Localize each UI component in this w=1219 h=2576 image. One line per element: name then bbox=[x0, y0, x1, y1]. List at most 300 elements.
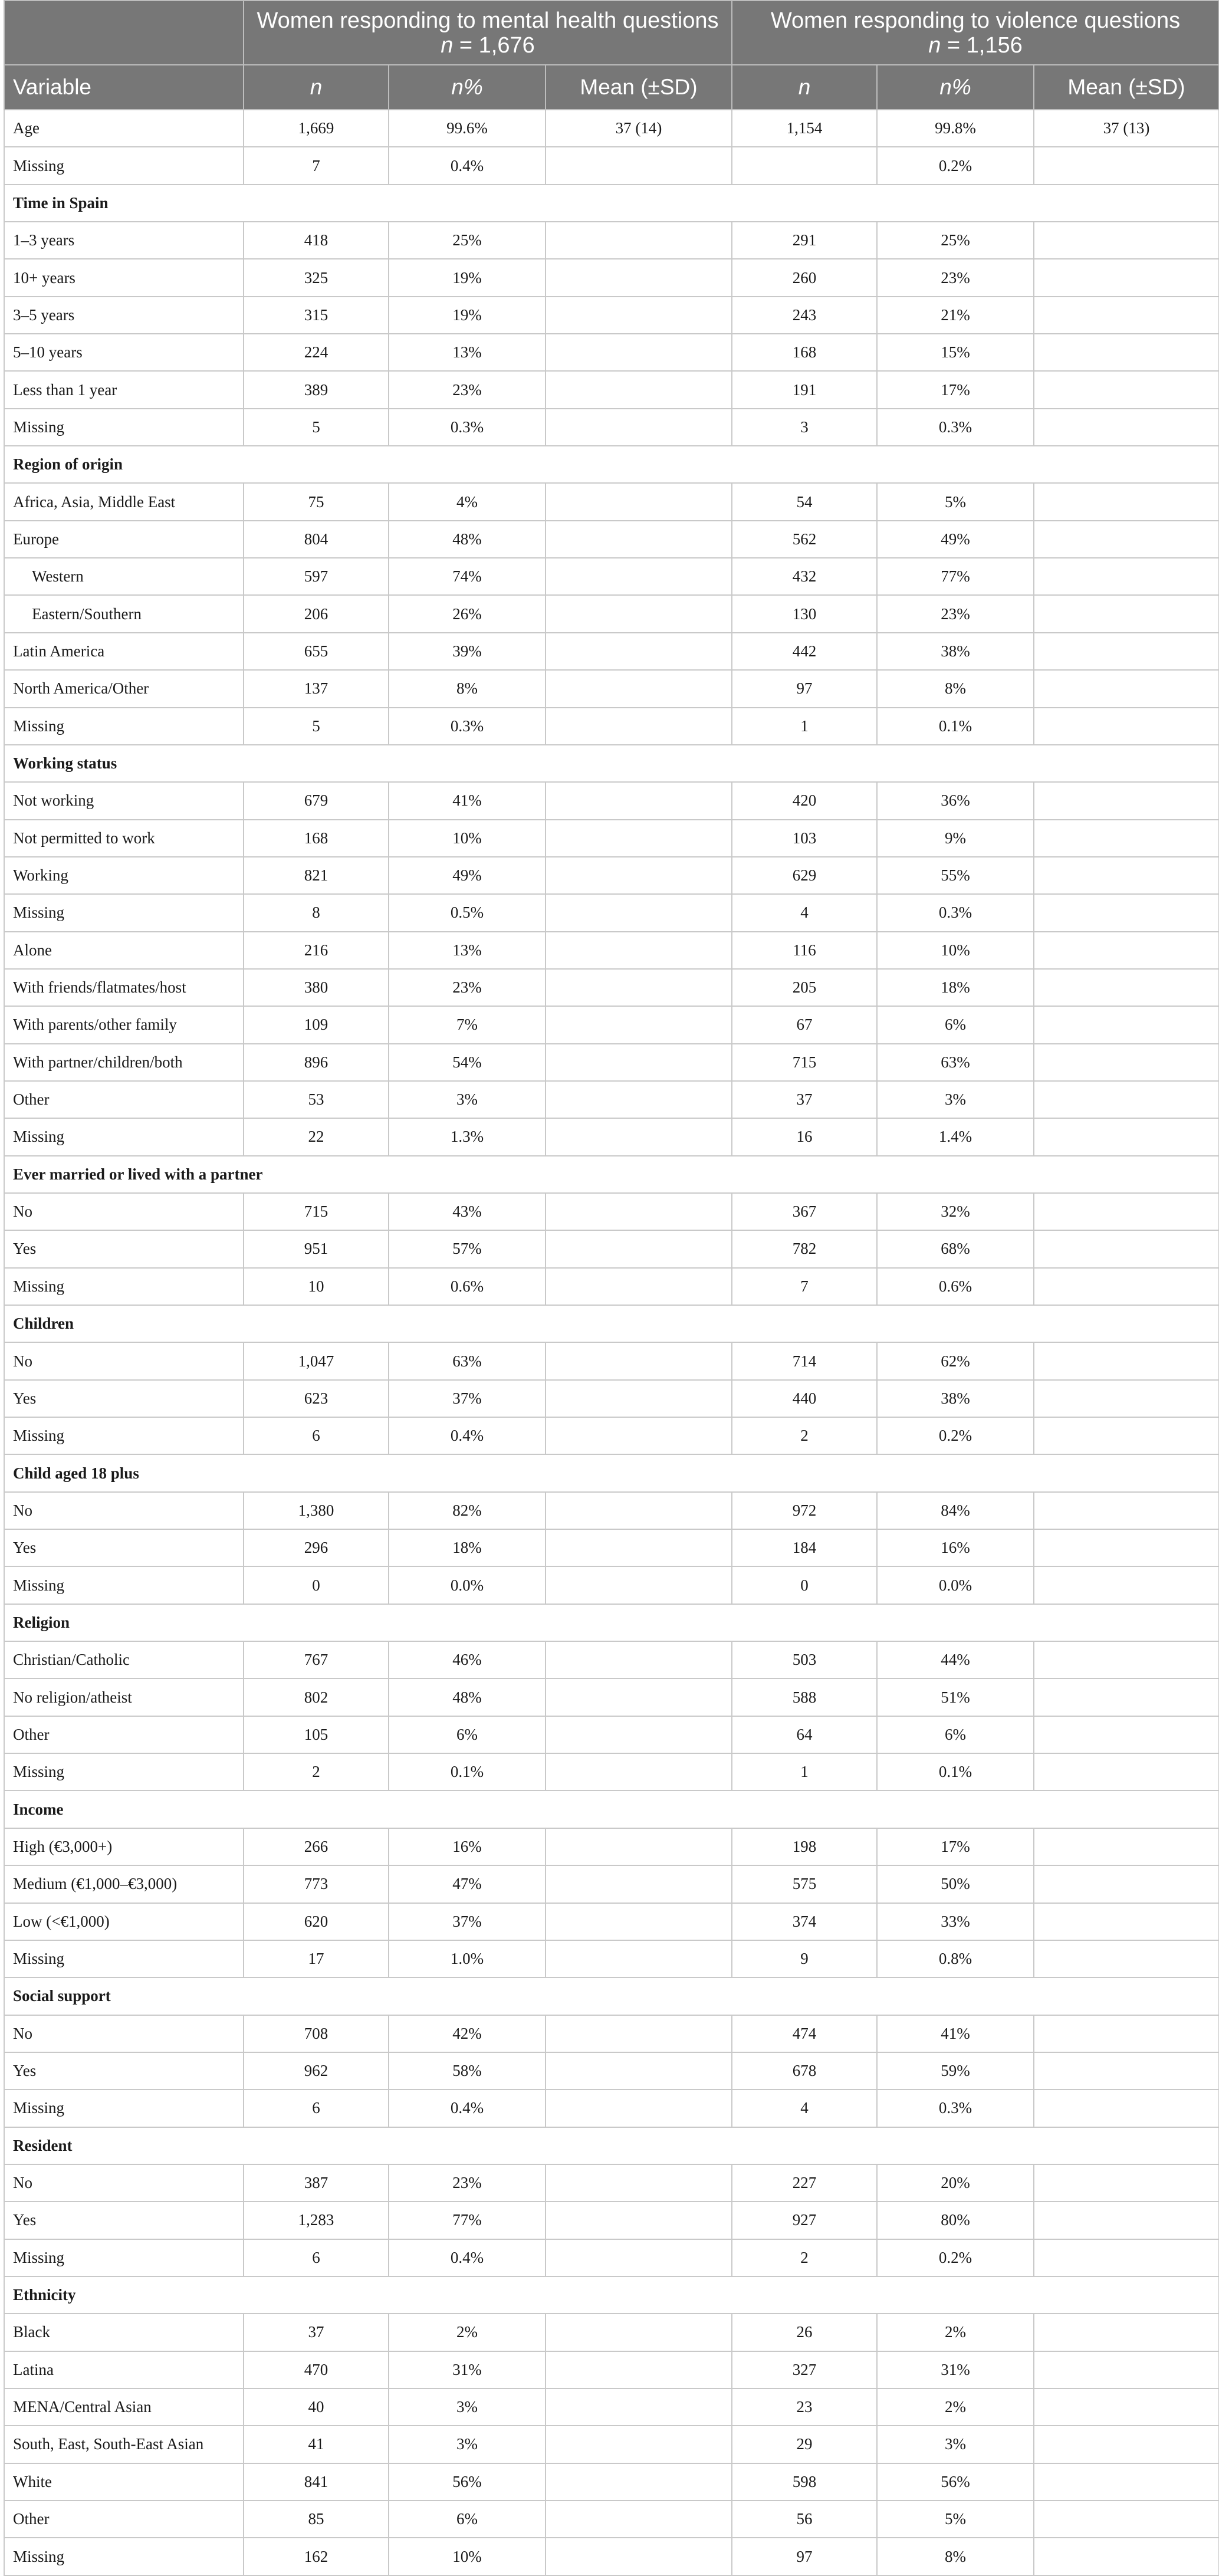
table-row bbox=[4, 1417, 1219, 1454]
vq-percent-cell: 68% bbox=[877, 1230, 1034, 1267]
mh-n-cell: 22 bbox=[244, 1118, 389, 1155]
mh-mean-sd-cell bbox=[546, 1828, 732, 1865]
vq-n-cell: 54 bbox=[732, 483, 877, 520]
table-row bbox=[4, 1678, 1219, 1716]
mh-mean-sd-cell bbox=[546, 2388, 732, 2426]
mh-percent-cell: 56% bbox=[389, 2463, 546, 2501]
table-row bbox=[4, 595, 1219, 632]
mh-percent-cell: 43% bbox=[389, 1193, 546, 1230]
vq-percent-cell: 2% bbox=[877, 2314, 1034, 2351]
vq-percent-cell: 0.2% bbox=[877, 2239, 1034, 2276]
mh-mean-sd-cell bbox=[546, 147, 732, 184]
mh-percent-cell: 42% bbox=[389, 2015, 546, 2052]
mh-percent-cell: 23% bbox=[389, 371, 546, 408]
vq-n-cell: 575 bbox=[732, 1865, 877, 1903]
vq-mean-sd-cell bbox=[1034, 1006, 1219, 1043]
mh-n-cell: 266 bbox=[244, 1828, 389, 1865]
table-row bbox=[4, 371, 1219, 408]
vq-n-cell: 3 bbox=[732, 409, 877, 446]
mh-n-cell: 418 bbox=[244, 222, 389, 259]
vq-percent-cell: 32% bbox=[877, 1193, 1034, 1230]
table-row bbox=[4, 1529, 1219, 1566]
column-header-n: n bbox=[732, 65, 877, 110]
mh-n-cell: 896 bbox=[244, 1044, 389, 1081]
table-row bbox=[4, 222, 1219, 259]
section-row bbox=[4, 1305, 1219, 1342]
vq-n-cell: 782 bbox=[732, 1230, 877, 1267]
mh-percent-cell: 0.4% bbox=[389, 1417, 546, 1454]
variable-label: With parents/other family bbox=[4, 1006, 244, 1043]
table-row bbox=[4, 1566, 1219, 1604]
vq-mean-sd-cell bbox=[1034, 2351, 1219, 2388]
variable-label: Missing bbox=[4, 894, 244, 931]
mh-mean-sd-cell bbox=[546, 1678, 732, 1716]
mh-n-cell: 168 bbox=[244, 820, 389, 857]
group2-n-value: = 1,156 bbox=[941, 32, 1023, 58]
vq-percent-cell: 0.1% bbox=[877, 1753, 1034, 1790]
mh-percent-cell: 54% bbox=[389, 1044, 546, 1081]
vq-n-cell: 327 bbox=[732, 2351, 877, 2388]
variable-label: White bbox=[4, 2463, 244, 2501]
mh-n-cell: 470 bbox=[244, 2351, 389, 2388]
table-row bbox=[4, 1492, 1219, 1529]
mh-mean-sd-cell bbox=[546, 2463, 732, 2501]
mh-n-cell: 6 bbox=[244, 2089, 389, 2127]
vq-percent-cell: 0.6% bbox=[877, 1268, 1034, 1305]
header-blank-cell bbox=[4, 1, 244, 65]
mh-n-cell: 679 bbox=[244, 782, 389, 819]
mh-n-cell: 389 bbox=[244, 371, 389, 408]
variable-label: Christian/Catholic bbox=[4, 1641, 244, 1678]
mh-n-cell: 6 bbox=[244, 1417, 389, 1454]
mh-mean-sd-cell bbox=[546, 820, 732, 857]
table-body bbox=[4, 110, 1219, 2575]
mh-mean-sd-cell bbox=[546, 2052, 732, 2089]
vq-percent-cell: 63% bbox=[877, 1044, 1034, 1081]
variable-label: Other bbox=[4, 1716, 244, 1753]
table-row bbox=[4, 2015, 1219, 2052]
mh-percent-cell: 7% bbox=[389, 1006, 546, 1043]
mh-n-cell: 40 bbox=[244, 2388, 389, 2426]
mh-percent-cell: 4% bbox=[389, 483, 546, 520]
vq-n-cell: 243 bbox=[732, 297, 877, 334]
mh-n-cell: 620 bbox=[244, 1903, 389, 1940]
mh-percent-cell: 0.3% bbox=[389, 708, 546, 745]
mh-n-cell: 109 bbox=[244, 1006, 389, 1043]
mh-mean-sd-cell bbox=[546, 1380, 732, 1417]
mh-percent-cell: 3% bbox=[389, 2388, 546, 2426]
variable-label: No bbox=[4, 1193, 244, 1230]
vq-percent-cell: 62% bbox=[877, 1342, 1034, 1379]
mh-n-cell: 597 bbox=[244, 558, 389, 595]
variable-label: Latina bbox=[4, 2351, 244, 2388]
mh-percent-cell: 23% bbox=[389, 2164, 546, 2202]
vq-mean-sd-cell bbox=[1034, 222, 1219, 259]
variable-label: 5–10 years bbox=[4, 334, 244, 371]
variable-label: Other bbox=[4, 1081, 244, 1118]
mh-mean-sd-cell bbox=[546, 1230, 732, 1267]
table-row bbox=[4, 1118, 1219, 1155]
mh-n-cell: 1,669 bbox=[244, 110, 389, 147]
variable-label: No bbox=[4, 1492, 244, 1529]
mh-n-cell: 962 bbox=[244, 2052, 389, 2089]
mh-percent-cell: 1.3% bbox=[389, 1118, 546, 1155]
vq-mean-sd-cell bbox=[1034, 2164, 1219, 2202]
vq-mean-sd-cell bbox=[1034, 334, 1219, 371]
table-row bbox=[4, 521, 1219, 558]
group2-title: Women responding to violence questions bbox=[770, 8, 1181, 33]
vq-n-cell: 227 bbox=[732, 2164, 877, 2202]
vq-percent-cell: 0.3% bbox=[877, 894, 1034, 931]
mh-n-cell: 804 bbox=[244, 521, 389, 558]
variable-label: Medium (€1,000–€3,000) bbox=[4, 1865, 244, 1903]
table-row bbox=[4, 1903, 1219, 1940]
vq-percent-cell: 0.2% bbox=[877, 147, 1034, 184]
variable-label: With partner/children/both bbox=[4, 1044, 244, 1081]
mh-mean-sd-cell bbox=[546, 1903, 732, 1940]
table-row bbox=[4, 147, 1219, 184]
vq-percent-cell: 25% bbox=[877, 222, 1034, 259]
mh-percent-cell: 99.6% bbox=[389, 110, 546, 147]
vq-percent-cell: 23% bbox=[877, 259, 1034, 296]
mh-mean-sd-cell bbox=[546, 2351, 732, 2388]
section-row bbox=[4, 185, 1219, 222]
mh-n-cell: 2 bbox=[244, 1753, 389, 1790]
mh-n-cell: 75 bbox=[244, 483, 389, 520]
mh-percent-cell: 41% bbox=[389, 782, 546, 819]
variable-label: Missing bbox=[4, 2089, 244, 2127]
table-row bbox=[4, 1342, 1219, 1379]
mh-n-cell: 37 bbox=[244, 2314, 389, 2351]
variable-label: Missing bbox=[4, 1753, 244, 1790]
table-row bbox=[4, 1268, 1219, 1305]
table-header bbox=[4, 1, 1219, 110]
mh-n-cell: 773 bbox=[244, 1865, 389, 1903]
section-heading: Children bbox=[4, 1305, 1219, 1342]
mh-percent-cell: 0.6% bbox=[389, 1268, 546, 1305]
mh-percent-cell: 58% bbox=[389, 2052, 546, 2089]
vq-mean-sd-cell bbox=[1034, 782, 1219, 819]
vq-mean-sd-cell bbox=[1034, 1753, 1219, 1790]
variable-label: Missing bbox=[4, 2538, 244, 2575]
mh-n-cell: 137 bbox=[244, 670, 389, 707]
header-group-row bbox=[4, 1, 1219, 65]
mh-n-cell: 5 bbox=[244, 409, 389, 446]
vq-percent-cell: 80% bbox=[877, 2202, 1034, 2239]
header-columns-row bbox=[4, 65, 1219, 110]
mh-mean-sd-cell bbox=[546, 894, 732, 931]
variable-label: Eastern/Southern bbox=[4, 595, 244, 632]
mh-n-cell: 41 bbox=[244, 2426, 389, 2463]
variable-label: Latin America bbox=[4, 633, 244, 670]
vq-n-cell: 562 bbox=[732, 521, 877, 558]
mh-mean-sd-cell bbox=[546, 1566, 732, 1604]
mh-percent-cell: 3% bbox=[389, 2426, 546, 2463]
vq-mean-sd-cell bbox=[1034, 1044, 1219, 1081]
variable-label: With friends/flatmates/host bbox=[4, 969, 244, 1006]
table-row bbox=[4, 110, 1219, 147]
variable-label: Age bbox=[4, 110, 244, 147]
section-heading: Child aged 18 plus bbox=[4, 1454, 1219, 1491]
mh-mean-sd-cell bbox=[546, 1006, 732, 1043]
vq-percent-cell: 59% bbox=[877, 2052, 1034, 2089]
mh-n-cell: 224 bbox=[244, 334, 389, 371]
vq-n-cell: 16 bbox=[732, 1118, 877, 1155]
vq-mean-sd-cell bbox=[1034, 147, 1219, 184]
variable-label: Yes bbox=[4, 1230, 244, 1267]
vq-percent-cell: 1.4% bbox=[877, 1118, 1034, 1155]
vq-mean-sd-cell bbox=[1034, 1940, 1219, 1977]
vq-percent-cell: 44% bbox=[877, 1641, 1034, 1678]
variable-label: Low (<€1,000) bbox=[4, 1903, 244, 1940]
mh-n-cell: 206 bbox=[244, 595, 389, 632]
vq-percent-cell: 0.2% bbox=[877, 1417, 1034, 1454]
table-row bbox=[4, 2202, 1219, 2239]
variable-label: Alone bbox=[4, 932, 244, 969]
vq-percent-cell: 23% bbox=[877, 595, 1034, 632]
vq-mean-sd-cell bbox=[1034, 2501, 1219, 2538]
mh-mean-sd-cell bbox=[546, 1193, 732, 1230]
mh-mean-sd-cell bbox=[546, 633, 732, 670]
mh-n-cell: 315 bbox=[244, 297, 389, 334]
mh-n-cell: 6 bbox=[244, 2239, 389, 2276]
table-row bbox=[4, 2052, 1219, 2089]
mh-percent-cell: 48% bbox=[389, 521, 546, 558]
mh-mean-sd-cell bbox=[546, 297, 732, 334]
vq-n-cell: 588 bbox=[732, 1678, 877, 1716]
mh-percent-cell: 37% bbox=[389, 1903, 546, 1940]
vq-percent-cell: 6% bbox=[877, 1006, 1034, 1043]
mh-percent-cell: 8% bbox=[389, 670, 546, 707]
mh-n-cell: 623 bbox=[244, 1380, 389, 1417]
table-row bbox=[4, 558, 1219, 595]
variable-label: 10+ years bbox=[4, 259, 244, 296]
vq-mean-sd-cell bbox=[1034, 1716, 1219, 1753]
vq-n-cell: 1,154 bbox=[732, 110, 877, 147]
mh-mean-sd-cell bbox=[546, 1081, 732, 1118]
vq-n-cell: 9 bbox=[732, 1940, 877, 1977]
variable-label: 3–5 years bbox=[4, 297, 244, 334]
variable-label: Western bbox=[4, 558, 244, 595]
table-row bbox=[4, 782, 1219, 819]
table-row bbox=[4, 2388, 1219, 2426]
variable-label: Missing bbox=[4, 1566, 244, 1604]
vq-n-cell: 367 bbox=[732, 1193, 877, 1230]
vq-n-cell: 442 bbox=[732, 633, 877, 670]
vq-percent-cell: 36% bbox=[877, 782, 1034, 819]
table-row bbox=[4, 2089, 1219, 2127]
vq-percent-cell: 17% bbox=[877, 371, 1034, 408]
mh-n-cell: 951 bbox=[244, 1230, 389, 1267]
vq-percent-cell: 5% bbox=[877, 483, 1034, 520]
table-row bbox=[4, 708, 1219, 745]
mh-mean-sd-cell bbox=[546, 782, 732, 819]
vq-percent-cell: 56% bbox=[877, 2463, 1034, 2501]
mh-n-cell: 85 bbox=[244, 2501, 389, 2538]
vq-percent-cell: 84% bbox=[877, 1492, 1034, 1529]
mh-mean-sd-cell bbox=[546, 1268, 732, 1305]
mh-percent-cell: 25% bbox=[389, 222, 546, 259]
group1-n-value: = 1,676 bbox=[453, 32, 535, 58]
mh-mean-sd-cell bbox=[546, 1753, 732, 1790]
mh-n-cell: 1,047 bbox=[244, 1342, 389, 1379]
vq-n-cell: 440 bbox=[732, 1380, 877, 1417]
vq-mean-sd-cell bbox=[1034, 2463, 1219, 2501]
vq-n-cell: 715 bbox=[732, 1044, 877, 1081]
vq-mean-sd-cell bbox=[1034, 2239, 1219, 2276]
vq-n-cell: 1 bbox=[732, 1753, 877, 1790]
mh-percent-cell: 0.0% bbox=[389, 1566, 546, 1604]
mh-percent-cell: 77% bbox=[389, 2202, 546, 2239]
vq-n-cell: 67 bbox=[732, 1006, 877, 1043]
table-row bbox=[4, 2463, 1219, 2501]
vq-percent-cell: 99.8% bbox=[877, 110, 1034, 147]
vq-mean-sd-cell bbox=[1034, 1865, 1219, 1903]
variable-label: 1–3 years bbox=[4, 222, 244, 259]
vq-mean-sd-cell bbox=[1034, 1641, 1219, 1678]
variable-label: Working bbox=[4, 857, 244, 894]
vq-mean-sd-cell bbox=[1034, 969, 1219, 1006]
mh-n-cell: 821 bbox=[244, 857, 389, 894]
vq-n-cell: 23 bbox=[732, 2388, 877, 2426]
vq-n-cell: 2 bbox=[732, 2239, 877, 2276]
vq-n-cell: 474 bbox=[732, 2015, 877, 2052]
variable-label: Missing bbox=[4, 409, 244, 446]
group1-n-label: n bbox=[441, 32, 454, 58]
mh-mean-sd-cell bbox=[546, 932, 732, 969]
mh-n-cell: 53 bbox=[244, 1081, 389, 1118]
mh-percent-cell: 10% bbox=[389, 2538, 546, 2575]
mh-mean-sd-cell bbox=[546, 1641, 732, 1678]
section-row bbox=[4, 1977, 1219, 2015]
vq-n-cell: 432 bbox=[732, 558, 877, 595]
mh-percent-cell: 18% bbox=[389, 1529, 546, 1566]
header-group-mental-health bbox=[244, 1, 732, 65]
vq-n-cell: 191 bbox=[732, 371, 877, 408]
table-row bbox=[4, 259, 1219, 296]
vq-mean-sd-cell bbox=[1034, 1678, 1219, 1716]
column-header-variable: Variable bbox=[4, 65, 244, 110]
vq-n-cell: 205 bbox=[732, 969, 877, 1006]
mh-percent-cell: 0.1% bbox=[389, 1753, 546, 1790]
mh-percent-cell: 6% bbox=[389, 1716, 546, 1753]
section-row bbox=[4, 1156, 1219, 1193]
table-row bbox=[4, 1828, 1219, 1865]
mh-percent-cell: 49% bbox=[389, 857, 546, 894]
mh-mean-sd-cell bbox=[546, 2501, 732, 2538]
mh-mean-sd-cell bbox=[546, 371, 732, 408]
variable-label: Missing bbox=[4, 2239, 244, 2276]
table-row bbox=[4, 857, 1219, 894]
mh-n-cell: 7 bbox=[244, 147, 389, 184]
variable-label: Other bbox=[4, 2501, 244, 2538]
vq-mean-sd-cell bbox=[1034, 1193, 1219, 1230]
vq-mean-sd-cell bbox=[1034, 1081, 1219, 1118]
mh-n-cell: 767 bbox=[244, 1641, 389, 1678]
vq-n-cell: 2 bbox=[732, 1417, 877, 1454]
mh-mean-sd-cell bbox=[546, 1865, 732, 1903]
column-header-mean-sd: Mean (±SD) bbox=[546, 65, 732, 110]
mh-mean-sd-cell bbox=[546, 2239, 732, 2276]
vq-percent-cell: 0.1% bbox=[877, 708, 1034, 745]
vq-n-cell: 714 bbox=[732, 1342, 877, 1379]
mh-mean-sd-cell bbox=[546, 521, 732, 558]
section-heading: Time in Spain bbox=[4, 185, 1219, 222]
vq-mean-sd-cell bbox=[1034, 259, 1219, 296]
table-row bbox=[4, 969, 1219, 1006]
vq-mean-sd-cell bbox=[1034, 371, 1219, 408]
table-row bbox=[4, 1044, 1219, 1081]
table-row bbox=[4, 2314, 1219, 2351]
mh-n-cell: 708 bbox=[244, 2015, 389, 2052]
vq-percent-cell: 49% bbox=[877, 521, 1034, 558]
mh-percent-cell: 0.4% bbox=[389, 147, 546, 184]
table-row bbox=[4, 1230, 1219, 1267]
mh-percent-cell: 6% bbox=[389, 2501, 546, 2538]
vq-mean-sd-cell bbox=[1034, 894, 1219, 931]
mh-mean-sd-cell bbox=[546, 2164, 732, 2202]
vq-percent-cell: 21% bbox=[877, 297, 1034, 334]
mh-percent-cell: 47% bbox=[389, 1865, 546, 1903]
variable-label: Missing bbox=[4, 708, 244, 745]
table-row bbox=[4, 820, 1219, 857]
vq-percent-cell: 33% bbox=[877, 1903, 1034, 1940]
mh-percent-cell: 0.3% bbox=[389, 409, 546, 446]
mh-mean-sd-cell bbox=[546, 1118, 732, 1155]
mh-percent-cell: 31% bbox=[389, 2351, 546, 2388]
vq-n-cell: 291 bbox=[732, 222, 877, 259]
mh-n-cell: 105 bbox=[244, 1716, 389, 1753]
variable-label: Yes bbox=[4, 2052, 244, 2089]
vq-percent-cell: 50% bbox=[877, 1865, 1034, 1903]
vq-n-cell: 972 bbox=[732, 1492, 877, 1529]
demographics-table bbox=[4, 0, 1219, 2576]
vq-n-cell: 420 bbox=[732, 782, 877, 819]
mh-n-cell: 17 bbox=[244, 1940, 389, 1977]
table-row bbox=[4, 483, 1219, 520]
mh-n-cell: 802 bbox=[244, 1678, 389, 1716]
vq-mean-sd-cell bbox=[1034, 2426, 1219, 2463]
mh-n-cell: 1,283 bbox=[244, 2202, 389, 2239]
table-row bbox=[4, 1193, 1219, 1230]
vq-mean-sd-cell bbox=[1034, 670, 1219, 707]
mh-percent-cell: 39% bbox=[389, 633, 546, 670]
vq-n-cell: 678 bbox=[732, 2052, 877, 2089]
variable-label: Missing bbox=[4, 147, 244, 184]
vq-n-cell: 37 bbox=[732, 1081, 877, 1118]
vq-n-cell bbox=[732, 147, 877, 184]
mh-mean-sd-cell bbox=[546, 708, 732, 745]
mh-mean-sd-cell bbox=[546, 595, 732, 632]
section-heading: Region of origin bbox=[4, 446, 1219, 483]
variable-label: Yes bbox=[4, 2202, 244, 2239]
vq-n-cell: 503 bbox=[732, 1641, 877, 1678]
vq-percent-cell: 51% bbox=[877, 1678, 1034, 1716]
table-row bbox=[4, 894, 1219, 931]
vq-n-cell: 184 bbox=[732, 1529, 877, 1566]
vq-mean-sd-cell bbox=[1034, 1828, 1219, 1865]
variable-label: Not working bbox=[4, 782, 244, 819]
table-row bbox=[4, 2164, 1219, 2202]
vq-mean-sd-cell bbox=[1034, 2314, 1219, 2351]
mh-percent-cell: 0.4% bbox=[389, 2089, 546, 2127]
mh-mean-sd-cell bbox=[546, 558, 732, 595]
mh-percent-cell: 0.4% bbox=[389, 2239, 546, 2276]
table-row bbox=[4, 1753, 1219, 1790]
table-row bbox=[4, 1716, 1219, 1753]
table-row bbox=[4, 297, 1219, 334]
variable-label: No bbox=[4, 2164, 244, 2202]
